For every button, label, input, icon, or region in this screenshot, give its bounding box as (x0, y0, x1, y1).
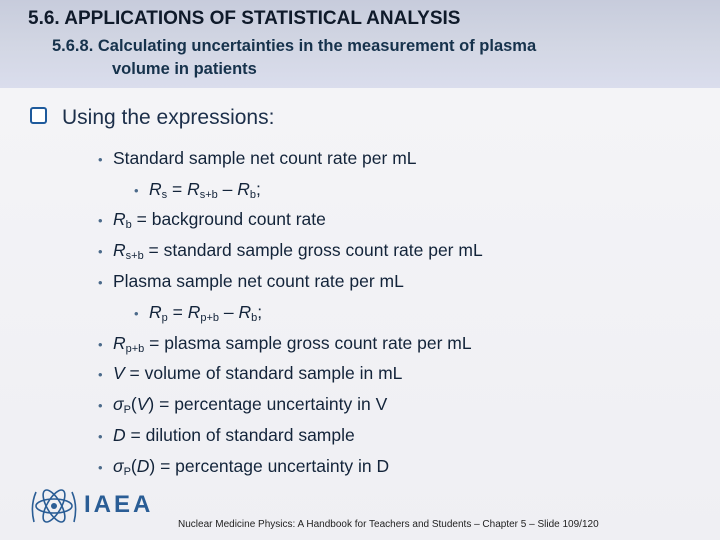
item-text: = standard sample gross count rate per mL (143, 240, 483, 260)
formula-sub: b (249, 189, 257, 201)
formula-var: R (113, 333, 126, 353)
slide-title: 5.6. APPLICATIONS OF STATISTICAL ANALYSIS (28, 8, 461, 29)
formula-sub: P (123, 404, 131, 416)
list-item (113, 363, 402, 384)
item-text: = dilution of standard sample (125, 425, 355, 445)
formula-paren: ) (148, 394, 155, 414)
bullet-dot: • (98, 152, 103, 167)
formula-var: R (149, 302, 162, 322)
formula-paren: ) (149, 456, 156, 476)
item-text: = percentage uncertainty in D (155, 456, 390, 476)
item-text: = percentage uncertainty in V (154, 394, 388, 414)
slide-subtitle-line2: volume in patients (112, 60, 257, 78)
formula-var: D (136, 456, 150, 476)
formula-var: R (113, 209, 126, 229)
formula-var: R (238, 302, 252, 322)
formula-var: R (113, 240, 126, 260)
formula-paren: ( (130, 456, 137, 476)
formula-end: ; (257, 302, 263, 322)
bullet-dot: • (134, 183, 139, 198)
item-text: = volume of standard sample in mL (124, 363, 403, 383)
formula-paren: ( (130, 394, 137, 414)
list-item-formula (149, 302, 262, 324)
bullet-dot: • (98, 367, 103, 382)
bullet-dot: • (98, 337, 103, 352)
sigma-symbol: σ (113, 456, 124, 476)
iaea-logo-text: IAEA (84, 491, 154, 518)
formula-var: R (149, 179, 162, 199)
formula-end: ; (256, 179, 261, 199)
item-text: Standard sample net count rate per mL (113, 148, 417, 168)
sigma-symbol: σ (113, 394, 124, 414)
item-text: = plasma sample gross count rate per mL (144, 333, 472, 353)
formula-sub: s+b (125, 250, 144, 262)
formula-var: V (136, 394, 149, 414)
list-item (113, 394, 387, 416)
formula-var: R (187, 302, 201, 322)
footer-caption: Nuclear Medicine Physics: A Handbook for Teachers and Students – Chapter 5 – Slide 109/120 (178, 519, 599, 530)
slide-header (0, 0, 720, 88)
formula-var: V (113, 363, 125, 383)
bullet-dot: • (98, 460, 103, 475)
item-text: = background count rate (131, 209, 326, 229)
list-item (113, 425, 355, 446)
list-item (113, 209, 326, 231)
iaea-emblem-icon (28, 482, 80, 530)
formula-var: R (187, 179, 200, 199)
formula-sub: p+b (200, 312, 220, 324)
bullet-dot: • (98, 213, 103, 228)
formula-op: – (219, 302, 239, 322)
bullet-dot: • (98, 398, 103, 413)
bullet-dot: • (98, 244, 103, 259)
formula-sub: P (123, 466, 131, 478)
formula-sub: b (251, 312, 258, 324)
formula-sub: s (161, 189, 168, 201)
checkbox-bullet-icon (30, 107, 47, 124)
formula-sub: b (125, 219, 132, 231)
item-text: Plasma sample net count rate per mL (113, 271, 404, 291)
formula-var: R (237, 179, 250, 199)
list-item (113, 240, 483, 262)
bullet-dot: • (98, 275, 103, 290)
list-item (113, 271, 404, 292)
formula-op: – (217, 179, 238, 199)
bullet-dot: • (134, 306, 139, 321)
formula-op: = (167, 179, 188, 199)
slide-subtitle-line1: 5.6.8. Calculating uncertainties in the measurement of plasma (52, 37, 537, 55)
list-item (113, 148, 417, 169)
formula-op: = (167, 302, 188, 322)
list-item-formula (149, 179, 261, 201)
bullet-dot: • (98, 429, 103, 444)
formula-sub: p (161, 312, 168, 324)
list-item (113, 456, 389, 478)
lead-text: Using the expressions: (62, 106, 275, 129)
list-item (113, 333, 472, 355)
formula-var: D (113, 425, 126, 445)
formula-sub: p+b (125, 343, 145, 355)
formula-sub: s+b (199, 189, 218, 201)
